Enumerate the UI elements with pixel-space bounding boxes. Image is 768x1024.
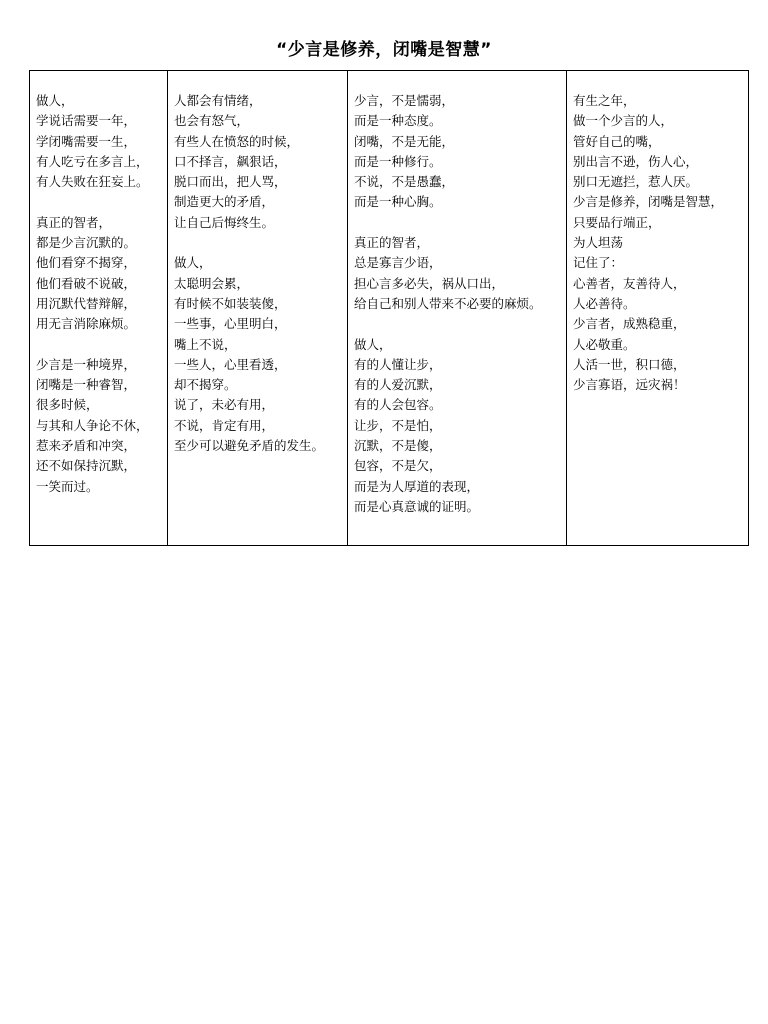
poem-line: 人必敬重。 xyxy=(573,336,636,352)
poem-line: 学说话需要一年， xyxy=(36,113,137,129)
poem-line: 很多时候， xyxy=(36,397,99,413)
poem-line: 一笑而过。 xyxy=(36,478,99,494)
poem-line: 人必善待。 xyxy=(573,295,636,311)
poem-line: 少言是一种境界， xyxy=(36,356,137,372)
stanza-gap xyxy=(354,213,566,233)
poem-line: 而是心真意诚的证明。 xyxy=(354,498,480,514)
stanza-gap xyxy=(36,192,167,212)
poem-line: 脱口而出，把人骂， xyxy=(174,174,287,190)
poem-line: 做一个少言的人， xyxy=(573,113,674,129)
poem-column-4 xyxy=(567,71,749,546)
poem-line: 少言，不是懦弱， xyxy=(354,93,455,108)
poem-line: 给自己和别人带来不必要的麻烦。 xyxy=(354,295,542,311)
poem-line: 让自己后悔终生。 xyxy=(174,214,275,230)
poem-line: 而是一种心胸。 xyxy=(354,194,442,210)
poem-line: 别出言不逊，伤人心， xyxy=(573,153,699,169)
poem-line: 记住了： xyxy=(573,255,624,271)
poem-column-3 xyxy=(348,71,567,546)
poem-line: 与其和人争论不休， xyxy=(36,417,149,433)
poem-line: 人活一世，积口德， xyxy=(573,356,686,372)
poem-line: 用无言消除麻烦。 xyxy=(36,316,137,332)
poem-line: 太聪明会累， xyxy=(174,275,250,291)
poem-line: 用沉默代替辩解， xyxy=(36,295,137,311)
poem-line: 有的人会包容。 xyxy=(354,397,442,413)
poem-line: 有人失败在狂妄上。 xyxy=(36,174,149,190)
poem-line: 管好自己的嘴， xyxy=(573,133,661,149)
poem-line: 让步，不是怕， xyxy=(354,417,442,433)
poem-line: 沉默，不是傻， xyxy=(354,438,442,454)
poem-line: 闭嘴，不是无能， xyxy=(354,133,455,149)
poem-line: 只要品行端正， xyxy=(573,214,661,230)
poem-line: 口不择言，飙狠话， xyxy=(174,153,287,169)
poem-line: 惹来矛盾和冲突， xyxy=(36,438,137,454)
poem-line: 制造更大的矛盾， xyxy=(174,194,275,210)
poem-line: 而是一种态度。 xyxy=(354,113,442,129)
poem-line: 担心言多必失，祸从口出， xyxy=(354,275,505,291)
poem-line: 一些事，心里明白， xyxy=(174,316,287,332)
poem-line: 有时候不如装装傻， xyxy=(174,295,287,311)
poem-line: 少言者，成熟稳重， xyxy=(573,316,686,332)
poem-column-1 xyxy=(30,71,168,546)
poem-line: 有的人爱沉默， xyxy=(354,377,442,393)
poem-line: 不说，肯定有用， xyxy=(174,417,275,433)
poem-line: 少言是修养，闭嘴是智慧， xyxy=(573,194,724,210)
poem-line: 还不如保持沉默， xyxy=(36,458,137,474)
poem-line: 总是寡言少语， xyxy=(354,255,442,271)
poem-line: 别口无遮拦，惹人厌。 xyxy=(573,174,699,190)
poem-line: 少言寡语，远灾祸！ xyxy=(573,377,686,393)
poem-line: 闭嘴是一种睿智， xyxy=(36,377,137,393)
poem-line: 也会有怒气， xyxy=(174,113,250,129)
poem-line: 他们看破不说破， xyxy=(36,275,137,291)
poem-line: 有人吃亏在多言上， xyxy=(36,153,149,169)
poem-line: 为人坦荡 xyxy=(573,235,624,251)
poem-column-2 xyxy=(168,71,348,546)
stanza-gap xyxy=(174,233,347,253)
poem-line: 都是少言沉默的。 xyxy=(36,235,137,251)
stanza-gap xyxy=(354,314,566,334)
poem-line: 他们看穿不揭穿， xyxy=(36,255,137,271)
poem-line: 包容，不是欠， xyxy=(354,458,442,474)
poem-line: 说了，未必有用， xyxy=(174,397,275,413)
poem-line: 真正的智者， xyxy=(36,214,112,230)
poem-line: 做人， xyxy=(174,255,212,271)
poem-line: 做人， xyxy=(36,93,74,108)
poem-line: 嘴上不说， xyxy=(174,336,237,352)
poem-line: 有的人懂让步， xyxy=(354,356,442,372)
poem-line: 有些人在愤怒的时候， xyxy=(174,133,300,149)
poem-line: 而是一种修行。 xyxy=(354,153,442,169)
stanza-gap xyxy=(36,335,167,355)
poem-line: 真正的智者， xyxy=(354,235,430,251)
poem-row xyxy=(30,71,749,546)
poem-line: 至少可以避免矛盾的发生。 xyxy=(174,438,325,454)
poem-line: 而是为人厚道的表现， xyxy=(354,478,480,494)
poem-line: 学闭嘴需要一生， xyxy=(36,133,137,149)
poem-line: 却不揭穿。 xyxy=(174,377,237,393)
poem-table xyxy=(29,70,749,546)
poem-line: 心善者，友善待人， xyxy=(573,275,686,291)
poem-line: 一些人，心里看透， xyxy=(174,356,287,372)
poem-line: 人都会有情绪， xyxy=(174,93,262,108)
poem-line: 做人， xyxy=(354,336,392,352)
poem-line: 不说，不是愚蠢， xyxy=(354,174,455,190)
poem-line: 有生之年， xyxy=(573,93,636,108)
document-title: “少言是修养，闭嘴是智慧” xyxy=(276,40,492,60)
